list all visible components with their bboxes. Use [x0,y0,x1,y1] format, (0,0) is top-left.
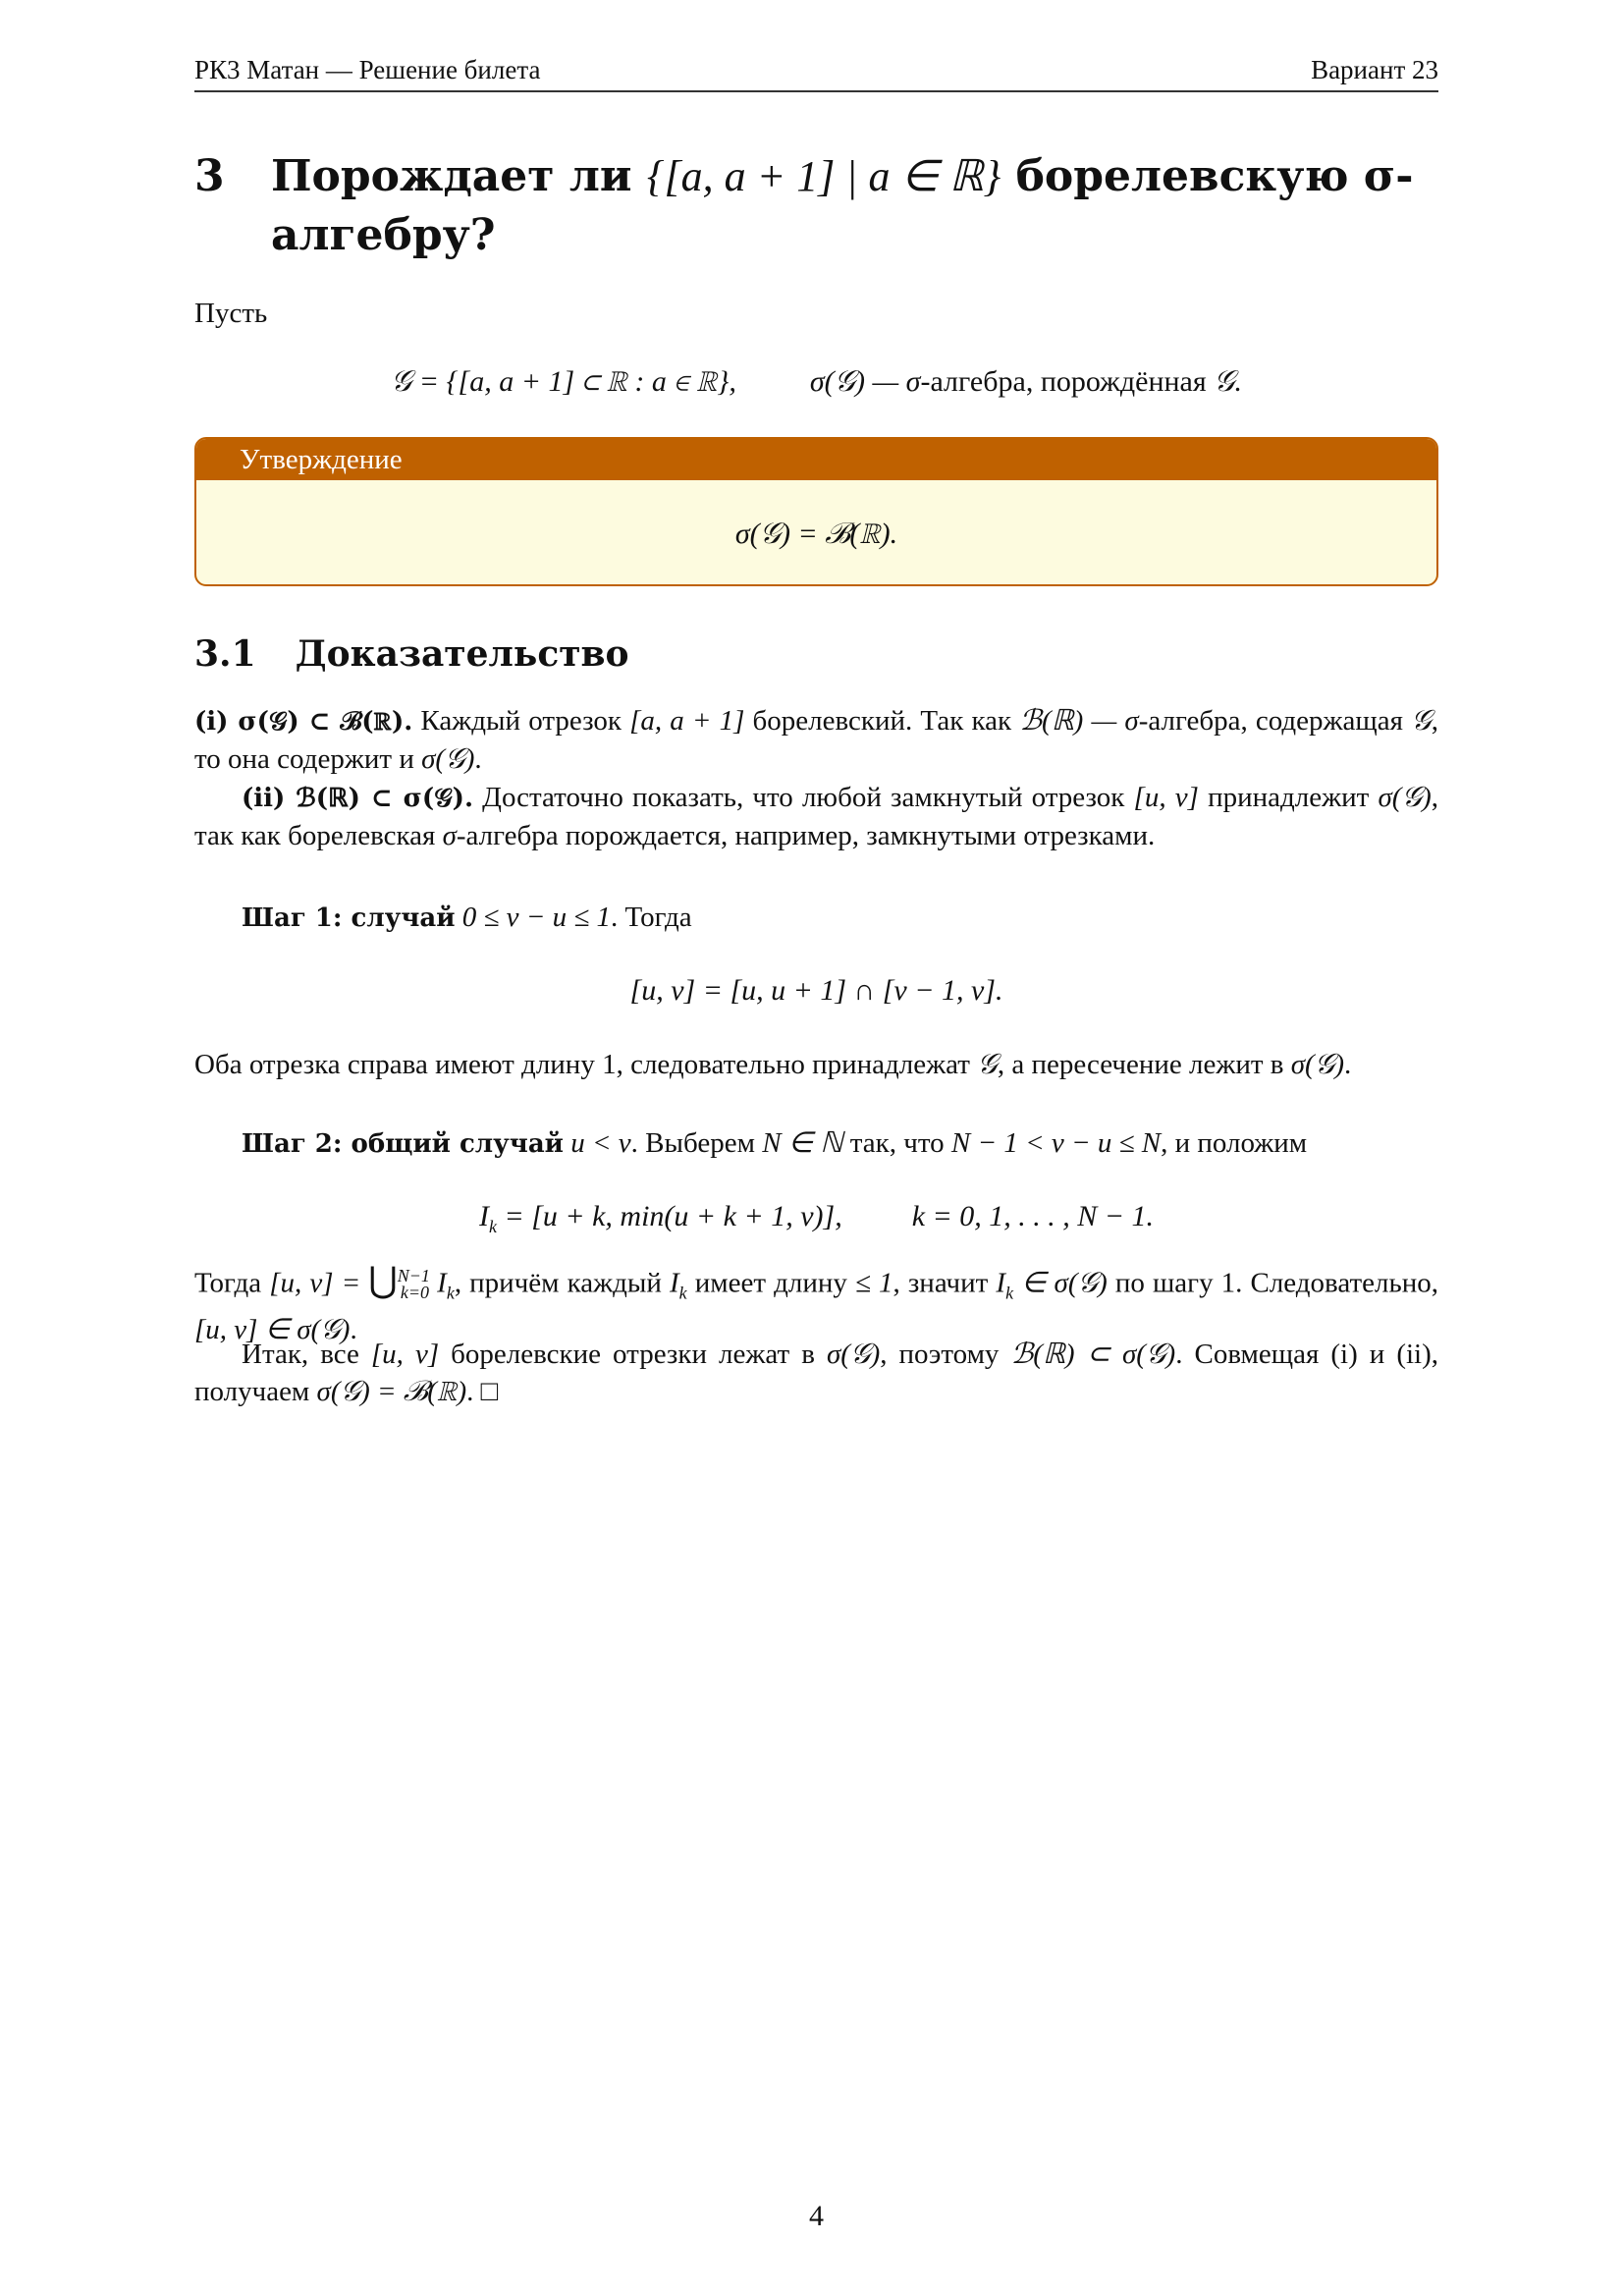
eq-text: -алгебра, порождённая [920,365,1207,398]
math: ∈ σ(𝒢) [1013,1267,1108,1299]
step-2 [194,1124,1438,1163]
text: , то она содержит и [194,705,1439,775]
text: -алгебра, содержащая [1138,705,1412,737]
intro-lead: Пусть [194,298,268,329]
definition-equation [194,365,1438,399]
step-1 [194,899,1438,937]
claim-box [194,437,1438,586]
part-ii-label: (ii) ℬ(ℝ) ⊂ σ(𝒢). [242,784,473,813]
math: I [429,1267,447,1299]
text: принадлежит [1198,782,1379,813]
running-header [194,51,1438,92]
text: . Тогда [611,902,692,933]
math: N − 1 < v − u ≤ N [950,1127,1162,1159]
math: σ(𝒢) [421,743,475,775]
math: [u, v] [1133,782,1199,813]
text: , и положим [1161,1127,1308,1159]
math: ℬ(ℝ) — σ [1019,705,1139,737]
union-upper: N−1 [397,1266,430,1285]
math: σ(𝒢) = ℬ(ℝ) [316,1376,467,1407]
text: по шагу 1. Следовательно, [1107,1267,1438,1299]
math: ≤ 1 [855,1267,893,1299]
text: борелевский. Так как [744,705,1020,737]
section-number: 3 [194,151,225,201]
math: σ [442,820,457,851]
eq-def-g: 𝒢 = {[a, a + 1] ⊂ ℝ : a ∈ ℝ}, [390,365,736,398]
subsection-heading [194,633,629,675]
math: u < v [563,1127,631,1159]
text: Каждый отрезок [412,705,630,737]
text: , а пересечение лежит в [997,1049,1291,1080]
text: , поэтому [880,1339,1011,1370]
union-symbol: ⋃ [368,1260,398,1300]
step-1-label: Шаг 1: случай [242,903,456,933]
text: . Совмещая (i) и (ii), получаем [194,1339,1438,1407]
math-sub: k [488,1217,497,1236]
math: = [u + k, min(u + k + 1, v)], [496,1200,842,1232]
header-title: РК3 Матан — Решение билета [194,55,541,84]
text: имеет длину [686,1267,855,1299]
text: так, что [842,1127,951,1159]
math-sub: k [446,1283,455,1303]
math: [u, v] = [269,1267,369,1299]
qed-icon: □ [480,1376,499,1407]
step-2-label: Шаг 2: общий случай [242,1129,564,1159]
math: 0 ≤ v − u ≤ 1 [455,902,612,933]
subsection-title: Доказательство [295,633,629,675]
subsection-number: 3.1 [194,633,256,675]
text: -алгебра порождается, например, замкнутыми отрезками. [456,820,1156,851]
math: I [478,1200,489,1232]
page-number: 4 [809,2200,824,2232]
text: . [350,1314,357,1346]
proof-conclusion [194,1336,1438,1410]
section-title [271,147,1438,265]
math: 𝒢 [977,1049,998,1080]
text: Оба отрезка справа имеют длину 1, следовательно принадлежат [194,1049,978,1080]
text: , значит [893,1267,997,1299]
math: [u, v] [370,1339,440,1370]
math: σ(𝒢) [826,1339,881,1370]
header-variant: Вариант 23 [1311,55,1438,84]
text: Достаточно показать, что любой замкнутый отрезок [473,782,1134,813]
text: , так как борелевская [194,782,1438,851]
step-2-equation [194,1200,1438,1237]
section-title-math: {[a, a + 1] | a ∈ ℝ} [646,152,1001,200]
text: борелевские отрезки лежат в [439,1339,827,1370]
text: . [1344,1049,1352,1080]
math: I [670,1267,679,1299]
text: . [474,743,482,775]
step-1-equation: [u, v] = [u, u + 1] ∩ [v − 1, v]. [629,974,1003,1007]
section-title-text: Порождает ли [271,151,632,201]
section-title-text-end: борелевскую σ-алгебру? [271,151,1414,260]
text: Итак, все [242,1339,371,1370]
part-i-label: (i) σ(𝒢) ⊂ ℬ(ℝ). [194,707,413,737]
proof-part-ii [194,779,1438,854]
eq-g-end: 𝒢. [1214,365,1243,398]
math: [a, a + 1] [629,705,745,737]
math: σ(𝒢) [1290,1049,1345,1080]
claim-formula: σ(𝒢) = ℬ(ℝ). [734,518,898,550]
page [194,0,1438,2296]
eq-sigma-g: σ(𝒢) — σ [809,365,921,398]
text: . [466,1376,481,1407]
math: [u, v] ∈ σ(𝒢) [194,1314,351,1346]
math: k = 0, 1, . . . , N − 1. [911,1200,1155,1232]
claim-title: Утверждение [196,439,1436,480]
math: 𝒢 [1411,705,1432,737]
math: I [996,1267,1006,1299]
math: σ(𝒢) [1378,782,1432,813]
math: ℬ(ℝ) ⊂ σ(𝒢) [1010,1339,1176,1370]
math-sub: k [678,1283,687,1303]
math: N ∈ ℕ [762,1127,843,1159]
proof-part-i [194,702,1438,778]
text: . Выберем [630,1127,763,1159]
text: , причём каждый [454,1267,670,1299]
text: Тогда [194,1267,270,1299]
math-sub: k [1005,1283,1014,1303]
step-1-conclusion [194,1046,1438,1083]
union-lower: k=0 [400,1283,430,1303]
